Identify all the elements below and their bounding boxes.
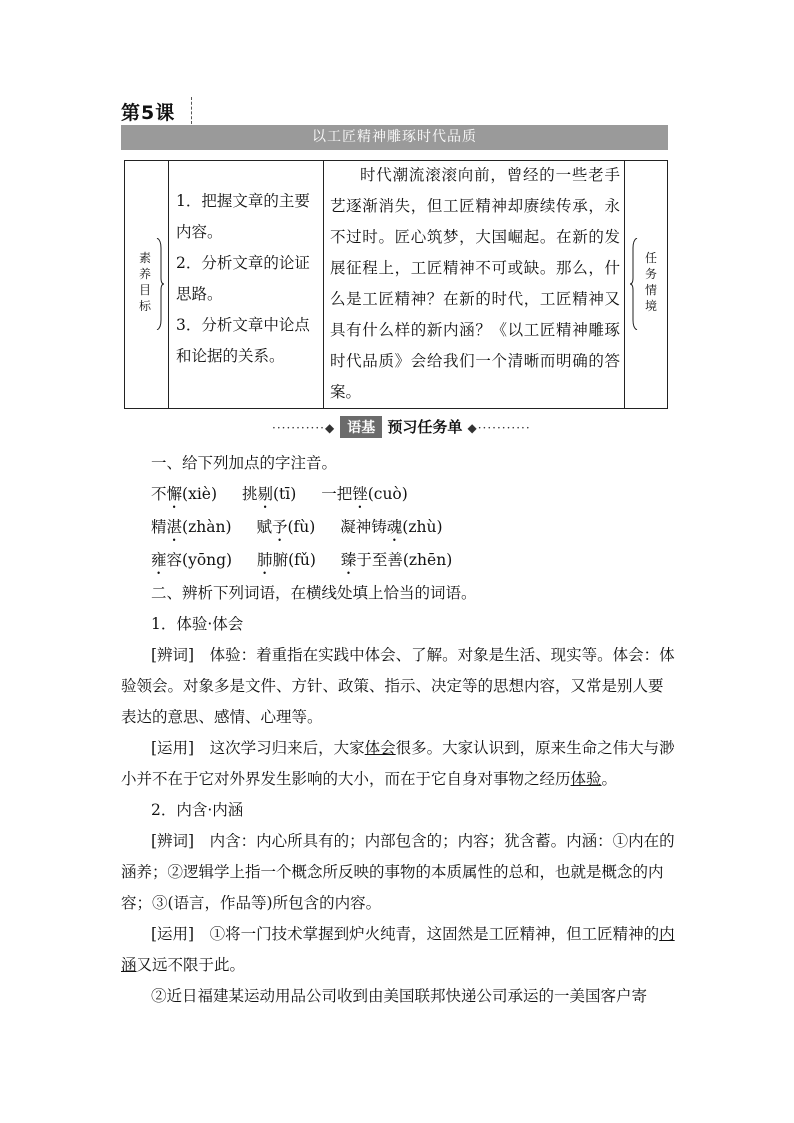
dotted-char: 魂: [386, 518, 403, 536]
scenario-text: 时代潮流滚滚向前，曾经的一些老手艺逐渐消失，但工匠精神却赓续传承，永不过时。匠心筑梦，大国崛起。在新的发展征程上，工匠精神不可或缺。那么，什么是工匠精神？在新的时代，工匠精神又具有什么样的新内涵？《以工匠精神雕琢时代品质》会给我们一个清晰而明确的答案。: [330, 166, 620, 401]
goal-item: 1．把握文章的主要内容。: [176, 192, 310, 241]
dotted-char: 臻: [340, 551, 357, 569]
usage-paragraph: ②近日福建某运动用品公司收到由美国联邦快递公司承运的一美国客户寄: [151, 987, 648, 1005]
dotted-char: 肺: [257, 551, 273, 569]
usage-paragraph: [运用] 这次学习归来后，大家体会很多。大家认识到，原来生命之伟大与渺小并不在于它对外界发生影响的大小，而在于它自身对事物之经历体验。: [121, 739, 675, 788]
table-divider: [624, 160, 625, 409]
literacy-goals-label: 素养目标: [138, 251, 151, 313]
question-heading: 二、辨析下列词语，在横线处填上恰当的词语。: [151, 584, 477, 602]
answer-word: 内涵: [121, 925, 675, 974]
section-tag: 语基: [340, 416, 382, 438]
dotted-char: 雍: [151, 551, 167, 569]
dotted-rule-left: ···········◆: [272, 421, 336, 435]
exercise-content: [121, 448, 677, 1012]
item-title: 2．内含·内涵: [151, 801, 244, 819]
answer-word: 体验: [570, 770, 602, 788]
pinyin-row: 不懈(xiè) 挑剔(tī) 一把锉(cuò): [151, 485, 408, 503]
title-divider: [191, 97, 192, 124]
answer-word: 体会: [364, 739, 396, 757]
goal-item: 3．分析文章中论点和论据的关系。: [176, 316, 310, 365]
task-scenario: [330, 160, 620, 408]
left-brace-icon: [156, 238, 164, 330]
dotted-char: 湛: [166, 518, 183, 536]
section-title: 预习任务单: [387, 418, 463, 436]
analysis-paragraph: [辨词] 内含：内心所具有的；内部包含的；内容；犹含蓄。内涵：①内在的涵养；②逻辑学上指一个概念所反映的事物的本质属性的总和，也就是概念的内容；③(语言，作品等)所包含的内容。: [121, 832, 675, 912]
dotted-char: 懈: [166, 485, 183, 503]
right-brace-icon: [630, 238, 638, 330]
dotted-char: 予: [271, 518, 288, 536]
lesson-title-banner: 以工匠精神雕琢时代品质: [121, 125, 668, 150]
analysis-paragraph: [辨词] 体验：着重指在实践中体会、了解。对象是生活、现实等。体会：体验领会。对象多是文件、方针、政策、指示、决定等的思想内容，又常是别人要表达的意思、感情、心理等。: [121, 646, 675, 726]
table-divider: [323, 160, 324, 409]
dotted-char: 锉: [352, 485, 368, 503]
question-heading: 一、给下列加点的字注音。: [151, 454, 338, 472]
learning-goals: [176, 186, 322, 372]
pinyin-row: 精湛(zhàn) 赋予(fù) 凝神铸魂(zhù): [151, 518, 443, 536]
usage-paragraph: [运用] ①将一门技术掌握到炉火纯青，这固然是工匠精神，但工匠精神的内涵又远不限于此。: [121, 925, 675, 974]
pinyin-row: 雍容(yōng) 肺腑(fǔ) 臻于至善(zhēn): [151, 551, 453, 569]
dotted-char: 剔: [257, 485, 273, 503]
task-scenario-label: 任务情境: [644, 251, 657, 313]
item-title: 1．体验·体会: [151, 615, 244, 633]
table-divider: [168, 160, 169, 409]
dotted-rule-right: ◆···········: [467, 421, 531, 435]
section-header: [272, 416, 552, 440]
goal-item: 2．分析文章的论证思路。: [176, 254, 310, 303]
lesson-number: 第5课: [121, 102, 176, 124]
